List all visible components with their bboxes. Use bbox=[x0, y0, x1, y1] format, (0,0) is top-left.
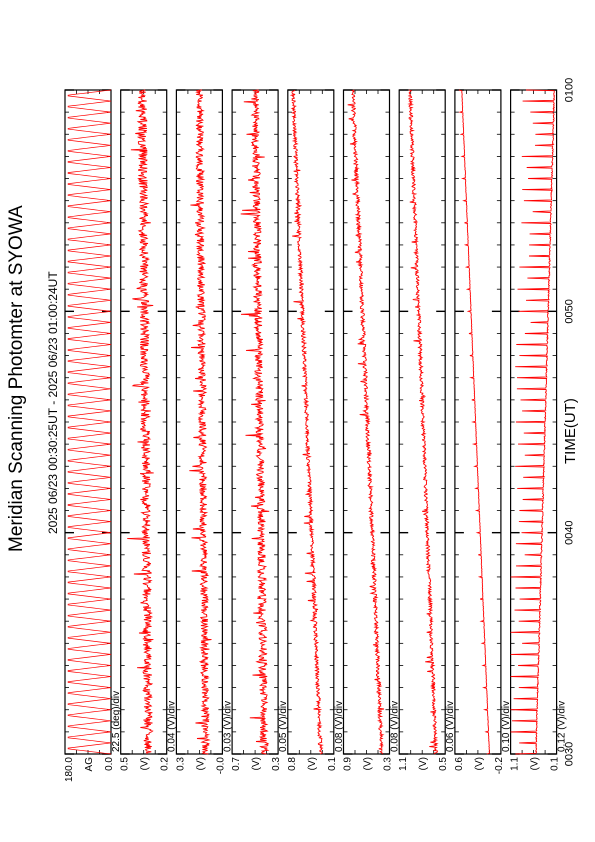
panel-frame bbox=[288, 90, 334, 754]
panel-scale-label: 0.08 (V)/div bbox=[333, 700, 345, 752]
panel-scale-label: 0.12 (V)/div bbox=[556, 700, 568, 752]
x-axis-label: TIME(UT) bbox=[562, 398, 579, 464]
y-tick-label: (V) bbox=[306, 757, 318, 771]
panel-scale-label: 0.06 (V)/div bbox=[445, 700, 457, 752]
panel-frame bbox=[399, 90, 445, 754]
panel-1 bbox=[64, 90, 122, 782]
y-tick-label: 1.1 bbox=[509, 757, 521, 771]
series-trace bbox=[127, 90, 154, 754]
y-tick-label: 0.3 bbox=[271, 757, 283, 771]
y-tick-label: 0.5 bbox=[119, 757, 131, 771]
panel-4 bbox=[231, 90, 289, 771]
panel-7 bbox=[398, 90, 456, 771]
panel-frame bbox=[65, 90, 111, 754]
panel-3 bbox=[175, 90, 233, 774]
series-trace bbox=[189, 90, 211, 754]
y-tick-label: (V) bbox=[529, 757, 541, 771]
y-tick-label: 0.8 bbox=[286, 757, 298, 771]
panel-2 bbox=[120, 90, 178, 771]
panel-scale-label: 22.5 (deg)/div bbox=[111, 690, 122, 752]
series-trace bbox=[348, 90, 384, 754]
y-tick-label: 180.0 bbox=[64, 757, 75, 783]
y-tick-label: (V) bbox=[362, 757, 374, 771]
series-trace bbox=[241, 90, 270, 754]
panel-scale-label: 0.03 (V)/div bbox=[222, 700, 234, 752]
y-tick-label: 0.2 bbox=[159, 757, 171, 771]
y-tick-label: (V) bbox=[195, 757, 207, 771]
y-tick-label: 0.9 bbox=[342, 757, 354, 771]
panel-frame bbox=[455, 90, 501, 754]
panel-scale-label: 0.04 (V)/div bbox=[166, 700, 178, 752]
series-trace bbox=[292, 90, 323, 754]
y-tick-label: 1.1 bbox=[398, 757, 410, 771]
panel-8 bbox=[454, 90, 512, 774]
panel-scale-label: 0.05 (V)/div bbox=[278, 700, 290, 752]
x-tick-label: 0040 bbox=[563, 520, 576, 545]
series-trace bbox=[511, 90, 555, 754]
panel-6 bbox=[343, 90, 401, 771]
series-trace bbox=[459, 90, 490, 754]
x-tick-label: 0050 bbox=[563, 299, 576, 324]
y-tick-label: (V) bbox=[418, 757, 430, 771]
panel-9 bbox=[510, 90, 568, 771]
y-tick-label: 0.1 bbox=[549, 757, 561, 771]
chart-subtitle: 2025 06/23 00:30:25UT - 2025 06/23 01:00:24UT bbox=[46, 271, 60, 534]
x-tick-label: 0100 bbox=[563, 77, 576, 103]
series-trace bbox=[409, 90, 438, 754]
y-tick-label: (V) bbox=[473, 757, 485, 771]
series-trace bbox=[68, 90, 111, 754]
y-tick-label: 0.3 bbox=[382, 757, 394, 771]
x-tick-label: 0030 bbox=[563, 741, 576, 767]
y-tick-label: (V) bbox=[139, 757, 151, 771]
panel-scale-label: 0.10 (V)/div bbox=[500, 700, 512, 752]
panel-5 bbox=[287, 90, 345, 771]
y-tick-label: 0.7 bbox=[231, 757, 243, 771]
y-tick-label: AG bbox=[84, 757, 95, 772]
y-tick-label: (V) bbox=[251, 757, 263, 771]
y-tick-label: 0.6 bbox=[453, 757, 465, 771]
y-tick-label: -0.0 bbox=[215, 757, 227, 775]
y-tick-label: 0.1 bbox=[326, 757, 338, 771]
y-tick-label: -0.2 bbox=[493, 757, 505, 775]
chart-title: Meridian Scanning Photomter at SYOWA bbox=[6, 205, 27, 552]
panel-scale-label: 0.08 (V)/div bbox=[389, 700, 401, 752]
y-tick-label: 0.0 bbox=[104, 757, 115, 771]
y-tick-label: 0.5 bbox=[438, 757, 450, 771]
y-tick-label: 0.3 bbox=[175, 757, 187, 771]
